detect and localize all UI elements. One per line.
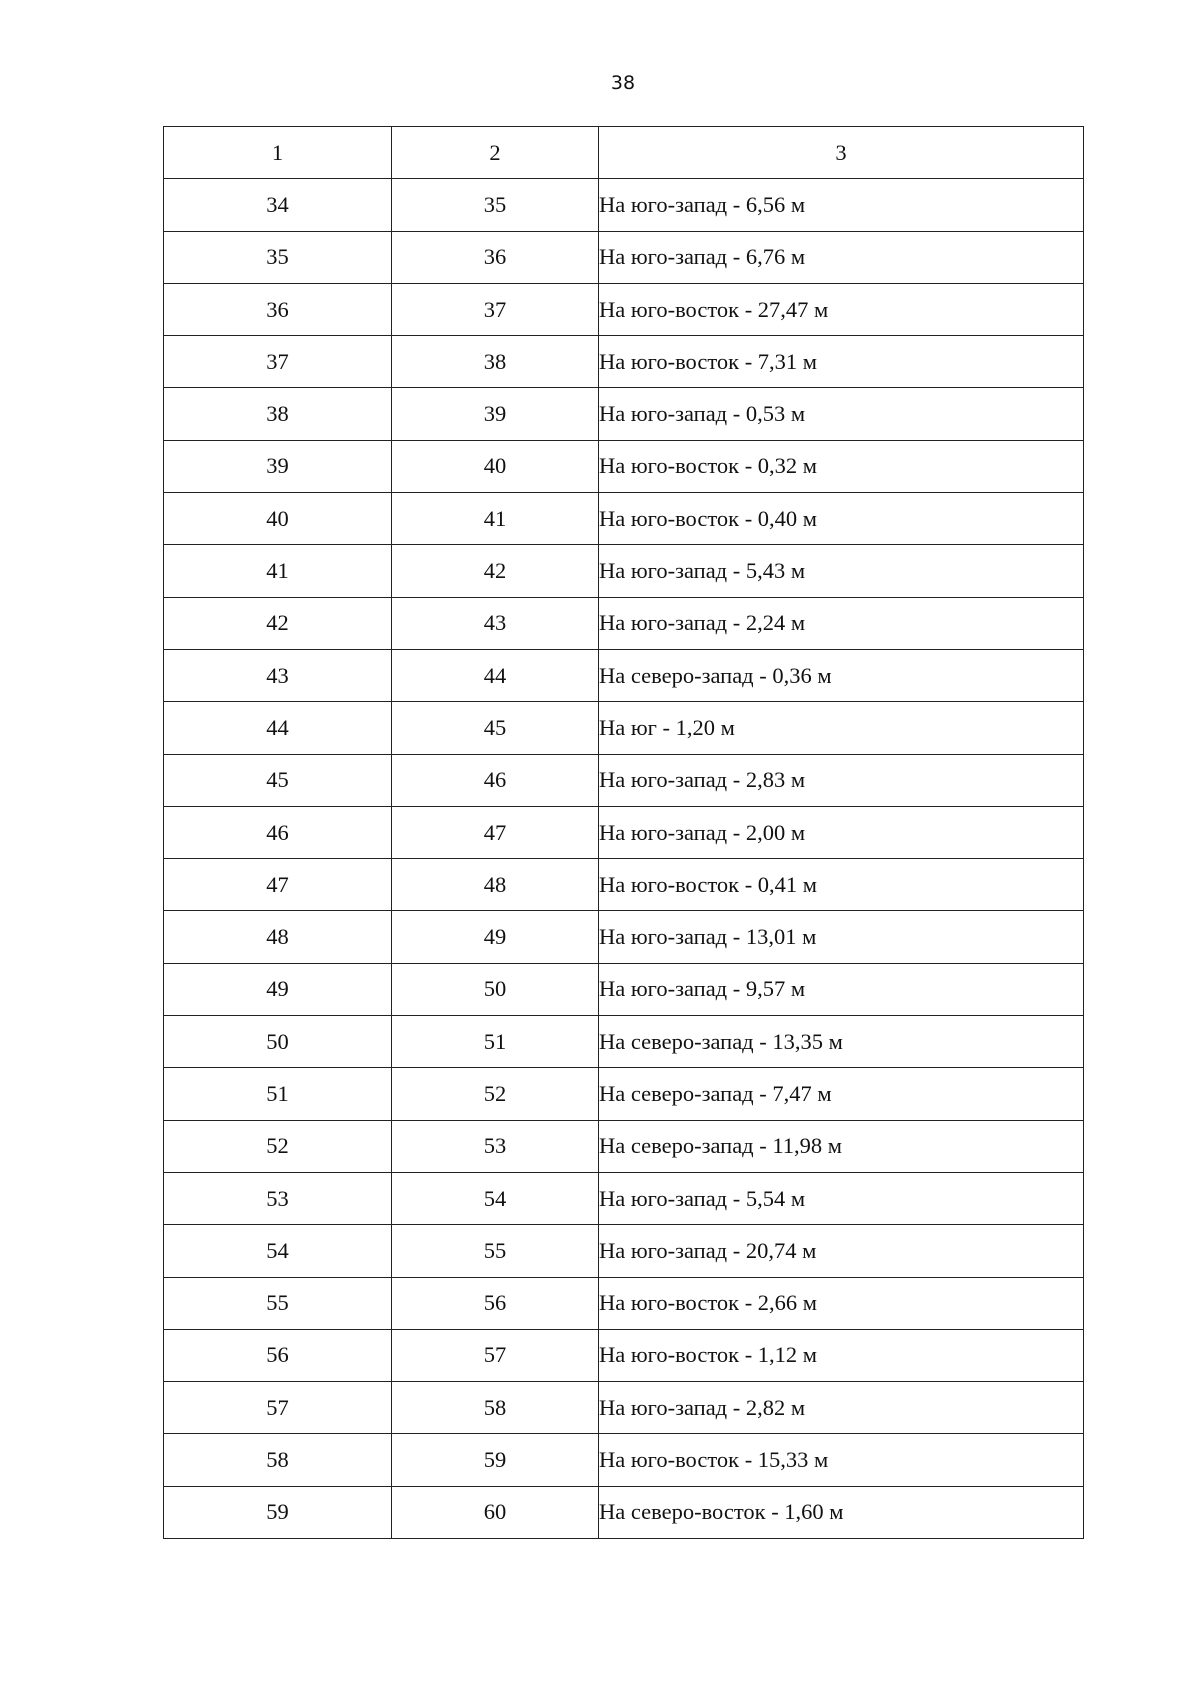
cell-to-point: 40: [392, 440, 599, 492]
header-row: [164, 127, 1084, 179]
cell-direction-distance: На северо-запад - 7,47 м: [599, 1068, 1084, 1120]
table-row: [164, 231, 1084, 283]
cell-from-point: 34: [164, 179, 392, 231]
cell-from-point: 41: [164, 545, 392, 597]
cell-to-point: 60: [392, 1486, 599, 1538]
cell-to-point: 41: [392, 493, 599, 545]
table-row: [164, 440, 1084, 492]
cell-from-point: 53: [164, 1172, 392, 1224]
cell-from-point: 49: [164, 963, 392, 1015]
cell-to-point: 57: [392, 1329, 599, 1381]
table-row: [164, 963, 1084, 1015]
cell-to-point: 42: [392, 545, 599, 597]
cell-direction-distance: На юго-запад - 13,01 м: [599, 911, 1084, 963]
cell-direction-distance: На юго-запад - 0,53 м: [599, 388, 1084, 440]
table-row: [164, 911, 1084, 963]
cell-from-point: 59: [164, 1486, 392, 1538]
cell-direction-distance: На юго-восток - 0,41 м: [599, 859, 1084, 911]
table-row: [164, 754, 1084, 806]
table-row: [164, 1382, 1084, 1434]
cell-from-point: 42: [164, 597, 392, 649]
table-row: [164, 1329, 1084, 1381]
cell-direction-distance: На северо-запад - 0,36 м: [599, 649, 1084, 701]
cell-direction-distance: На юго-запад - 5,54 м: [599, 1172, 1084, 1224]
table-row: [164, 283, 1084, 335]
table-row: [164, 1172, 1084, 1224]
cell-direction-distance: На северо-запад - 11,98 м: [599, 1120, 1084, 1172]
cell-direction-distance: На северо-запад - 13,35 м: [599, 1016, 1084, 1068]
cell-from-point: 40: [164, 493, 392, 545]
cell-from-point: 47: [164, 859, 392, 911]
cell-direction-distance: На юго-запад - 2,82 м: [599, 1382, 1084, 1434]
cell-to-point: 59: [392, 1434, 599, 1486]
table-row: [164, 597, 1084, 649]
page-number: 38: [610, 72, 636, 94]
cell-from-point: 48: [164, 911, 392, 963]
boundary-points-table: [163, 126, 1084, 1539]
cell-to-point: 35: [392, 179, 599, 231]
cell-direction-distance: На юго-запад - 2,00 м: [599, 806, 1084, 858]
table-row: [164, 545, 1084, 597]
table-row: [164, 1486, 1084, 1538]
cell-to-point: 48: [392, 859, 599, 911]
cell-direction-distance: На юго-запад - 9,57 м: [599, 963, 1084, 1015]
column-header-1: 1: [164, 127, 392, 179]
cell-direction-distance: На юго-запад - 6,56 м: [599, 179, 1084, 231]
cell-to-point: 46: [392, 754, 599, 806]
cell-to-point: 45: [392, 702, 599, 754]
cell-from-point: 58: [164, 1434, 392, 1486]
cell-direction-distance: На юго-запад - 5,43 м: [599, 545, 1084, 597]
table-row: [164, 336, 1084, 388]
cell-to-point: 55: [392, 1225, 599, 1277]
cell-to-point: 38: [392, 336, 599, 388]
table-row: [164, 859, 1084, 911]
table-row: [164, 1277, 1084, 1329]
table-row: [164, 1068, 1084, 1120]
table-row: [164, 1120, 1084, 1172]
cell-direction-distance: На юго-запад - 6,76 м: [599, 231, 1084, 283]
cell-to-point: 37: [392, 283, 599, 335]
table-row: [164, 388, 1084, 440]
cell-direction-distance: На юго-восток - 15,33 м: [599, 1434, 1084, 1486]
cell-from-point: 37: [164, 336, 392, 388]
cell-from-point: 57: [164, 1382, 392, 1434]
cell-to-point: 51: [392, 1016, 599, 1068]
cell-direction-distance: На юг - 1,20 м: [599, 702, 1084, 754]
cell-from-point: 51: [164, 1068, 392, 1120]
table-row: [164, 1016, 1084, 1068]
table-body: [164, 127, 1084, 1539]
table-row: [164, 649, 1084, 701]
cell-direction-distance: На юго-восток - 0,40 м: [599, 493, 1084, 545]
table-row: [164, 1225, 1084, 1277]
cell-to-point: 43: [392, 597, 599, 649]
cell-direction-distance: На юго-восток - 27,47 м: [599, 283, 1084, 335]
cell-direction-distance: На юго-восток - 7,31 м: [599, 336, 1084, 388]
cell-to-point: 54: [392, 1172, 599, 1224]
cell-direction-distance: На юго-запад - 20,74 м: [599, 1225, 1084, 1277]
cell-to-point: 52: [392, 1068, 599, 1120]
cell-direction-distance: На северо-восток - 1,60 м: [599, 1486, 1084, 1538]
cell-from-point: 50: [164, 1016, 392, 1068]
cell-from-point: 45: [164, 754, 392, 806]
cell-to-point: 36: [392, 231, 599, 283]
cell-from-point: 56: [164, 1329, 392, 1381]
cell-direction-distance: На юго-запад - 2,83 м: [599, 754, 1084, 806]
cell-from-point: 36: [164, 283, 392, 335]
table-row: [164, 1434, 1084, 1486]
cell-from-point: 39: [164, 440, 392, 492]
cell-direction-distance: На юго-восток - 1,12 м: [599, 1329, 1084, 1381]
table-row: [164, 179, 1084, 231]
cell-from-point: 55: [164, 1277, 392, 1329]
cell-to-point: 49: [392, 911, 599, 963]
cell-from-point: 38: [164, 388, 392, 440]
cell-to-point: 50: [392, 963, 599, 1015]
cell-direction-distance: На юго-восток - 0,32 м: [599, 440, 1084, 492]
cell-to-point: 56: [392, 1277, 599, 1329]
table-row: [164, 493, 1084, 545]
cell-direction-distance: На юго-запад - 2,24 м: [599, 597, 1084, 649]
cell-to-point: 47: [392, 806, 599, 858]
table-row: [164, 806, 1084, 858]
column-header-3: 3: [599, 127, 1084, 179]
cell-to-point: 44: [392, 649, 599, 701]
cell-to-point: 53: [392, 1120, 599, 1172]
cell-from-point: 46: [164, 806, 392, 858]
cell-from-point: 52: [164, 1120, 392, 1172]
cell-from-point: 35: [164, 231, 392, 283]
cell-from-point: 44: [164, 702, 392, 754]
cell-to-point: 58: [392, 1382, 599, 1434]
cell-direction-distance: На юго-восток - 2,66 м: [599, 1277, 1084, 1329]
cell-to-point: 39: [392, 388, 599, 440]
table-row: [164, 702, 1084, 754]
column-header-2: 2: [392, 127, 599, 179]
cell-from-point: 43: [164, 649, 392, 701]
cell-from-point: 54: [164, 1225, 392, 1277]
